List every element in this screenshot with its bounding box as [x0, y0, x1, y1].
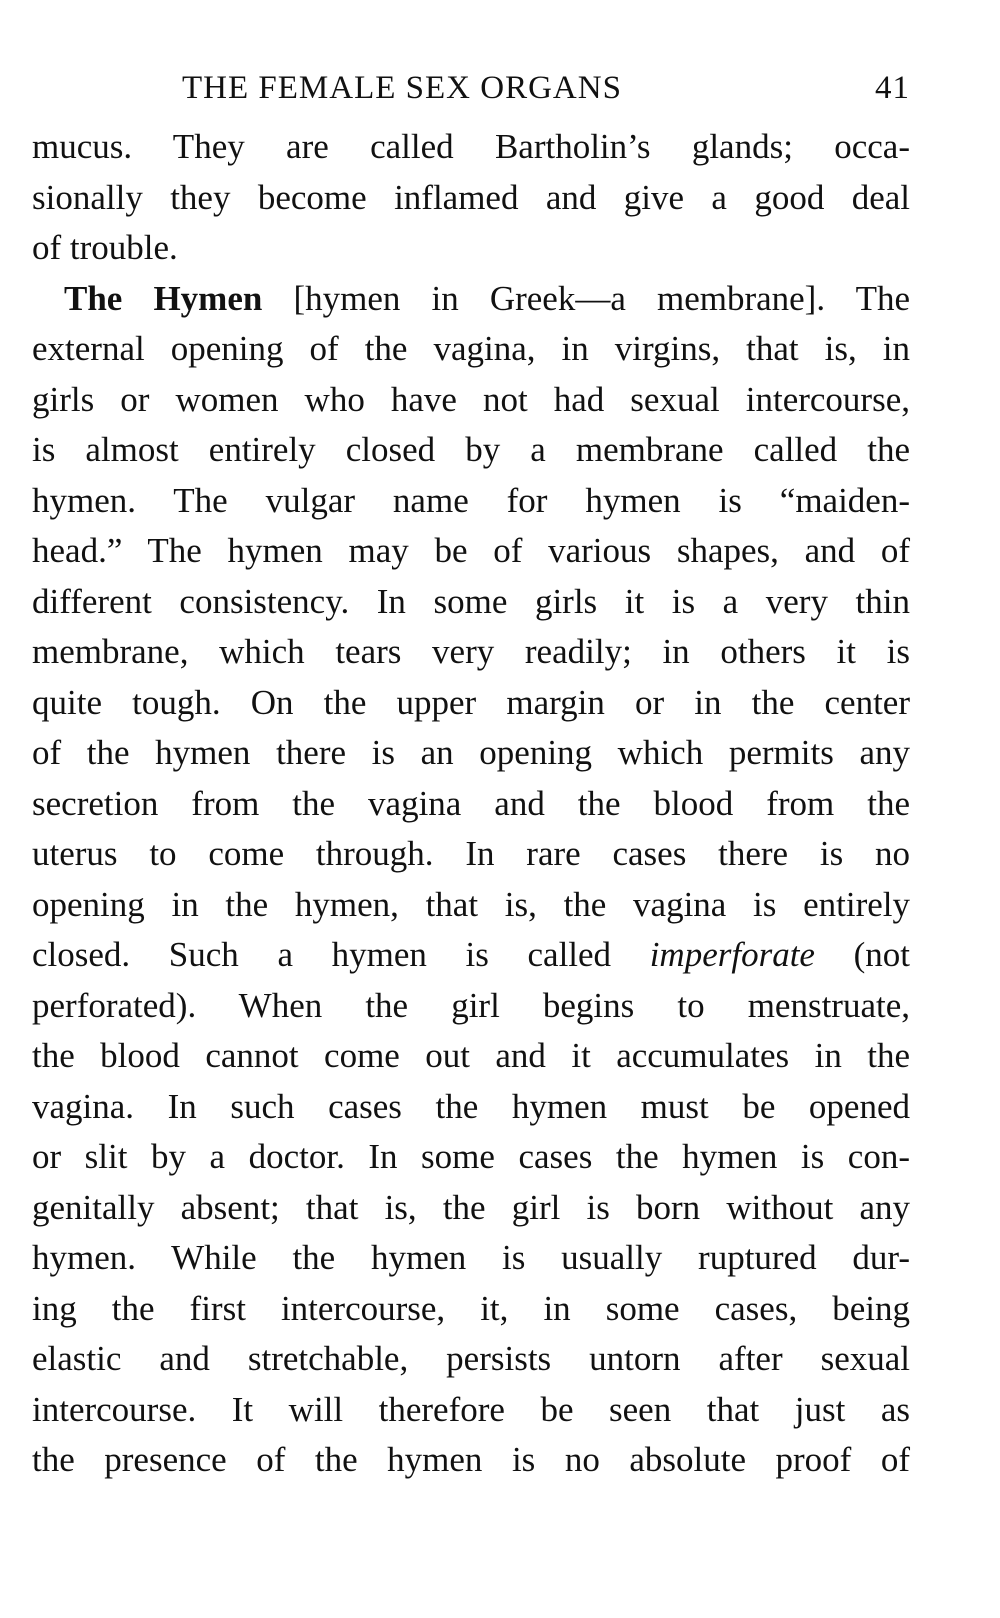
text-line: hymen. While the hymen is usually ruptured dur- [32, 1238, 910, 1277]
text-line: perforated). When the girl begins to menstruate, [32, 985, 910, 1025]
text-line: ing the first intercourse, it, in some cases, being [32, 1288, 910, 1328]
text-line: genitally absent; that is, the girl is born without any [32, 1187, 910, 1227]
text-line [32, 274, 910, 325]
text-segment: (not [814, 935, 910, 974]
text-line: the presence of the hymen is no absolute proof of [32, 1440, 910, 1479]
text-line: uterus to come through. In rare cases there is no [32, 834, 910, 873]
section-heading: The Hymen [64, 278, 263, 318]
running-head [32, 64, 910, 114]
text-line: girls or women who have not had sexual intercourse, [32, 379, 910, 419]
text-line: elastic and stretchable, persists untorn after sexual [32, 1339, 910, 1378]
text-line: is almost entirely closed by a membrane called the [32, 430, 910, 469]
text-line: intercourse. It will therefore be seen that just as [32, 1389, 910, 1429]
italic-term: imperforate [649, 935, 815, 974]
text-line: of the hymen there is an opening which permits any [32, 733, 910, 772]
text-line: quite tough. On the upper margin or in the center [32, 682, 910, 722]
text-line [32, 930, 910, 981]
text-line: membrane, which tears very readily; in others it is [32, 632, 910, 671]
text-line: vagina. In such cases the hymen must be opened [32, 1086, 910, 1126]
book-page [32, 64, 910, 1486]
body-text [32, 122, 910, 1486]
text-line: the blood cannot come out and it accumulates in the [32, 1036, 910, 1075]
page-number: 41 [875, 70, 910, 106]
text-segment: closed. Such a hymen is called [32, 935, 650, 974]
text-line: head.” The hymen may be of various shapes, and of [32, 531, 910, 570]
text-line: sionally they become inflamed and give a good deal [32, 177, 910, 217]
text-line: opening in the hymen, that is, the vagina is entirely [32, 884, 910, 924]
text-line: secretion from the vagina and the blood from the [32, 783, 910, 823]
text-line: of trouble. [32, 228, 178, 267]
text-line: external opening of the vagina, in virgins, that is, in [32, 329, 910, 368]
text-line: hymen. The vulgar name for hymen is “maiden- [32, 480, 910, 520]
text-line: or slit by a doctor. In some cases the hymen is con- [32, 1137, 910, 1176]
text-line-rest: [hymen in Greek—a membrane]. The [262, 278, 910, 318]
text-line: mucus. They are called Bartholin’s glands; occa- [32, 127, 910, 166]
text-line: different consistency. In some girls it is a very thin [32, 581, 910, 621]
running-title: THE FEMALE SEX ORGANS [182, 70, 622, 106]
